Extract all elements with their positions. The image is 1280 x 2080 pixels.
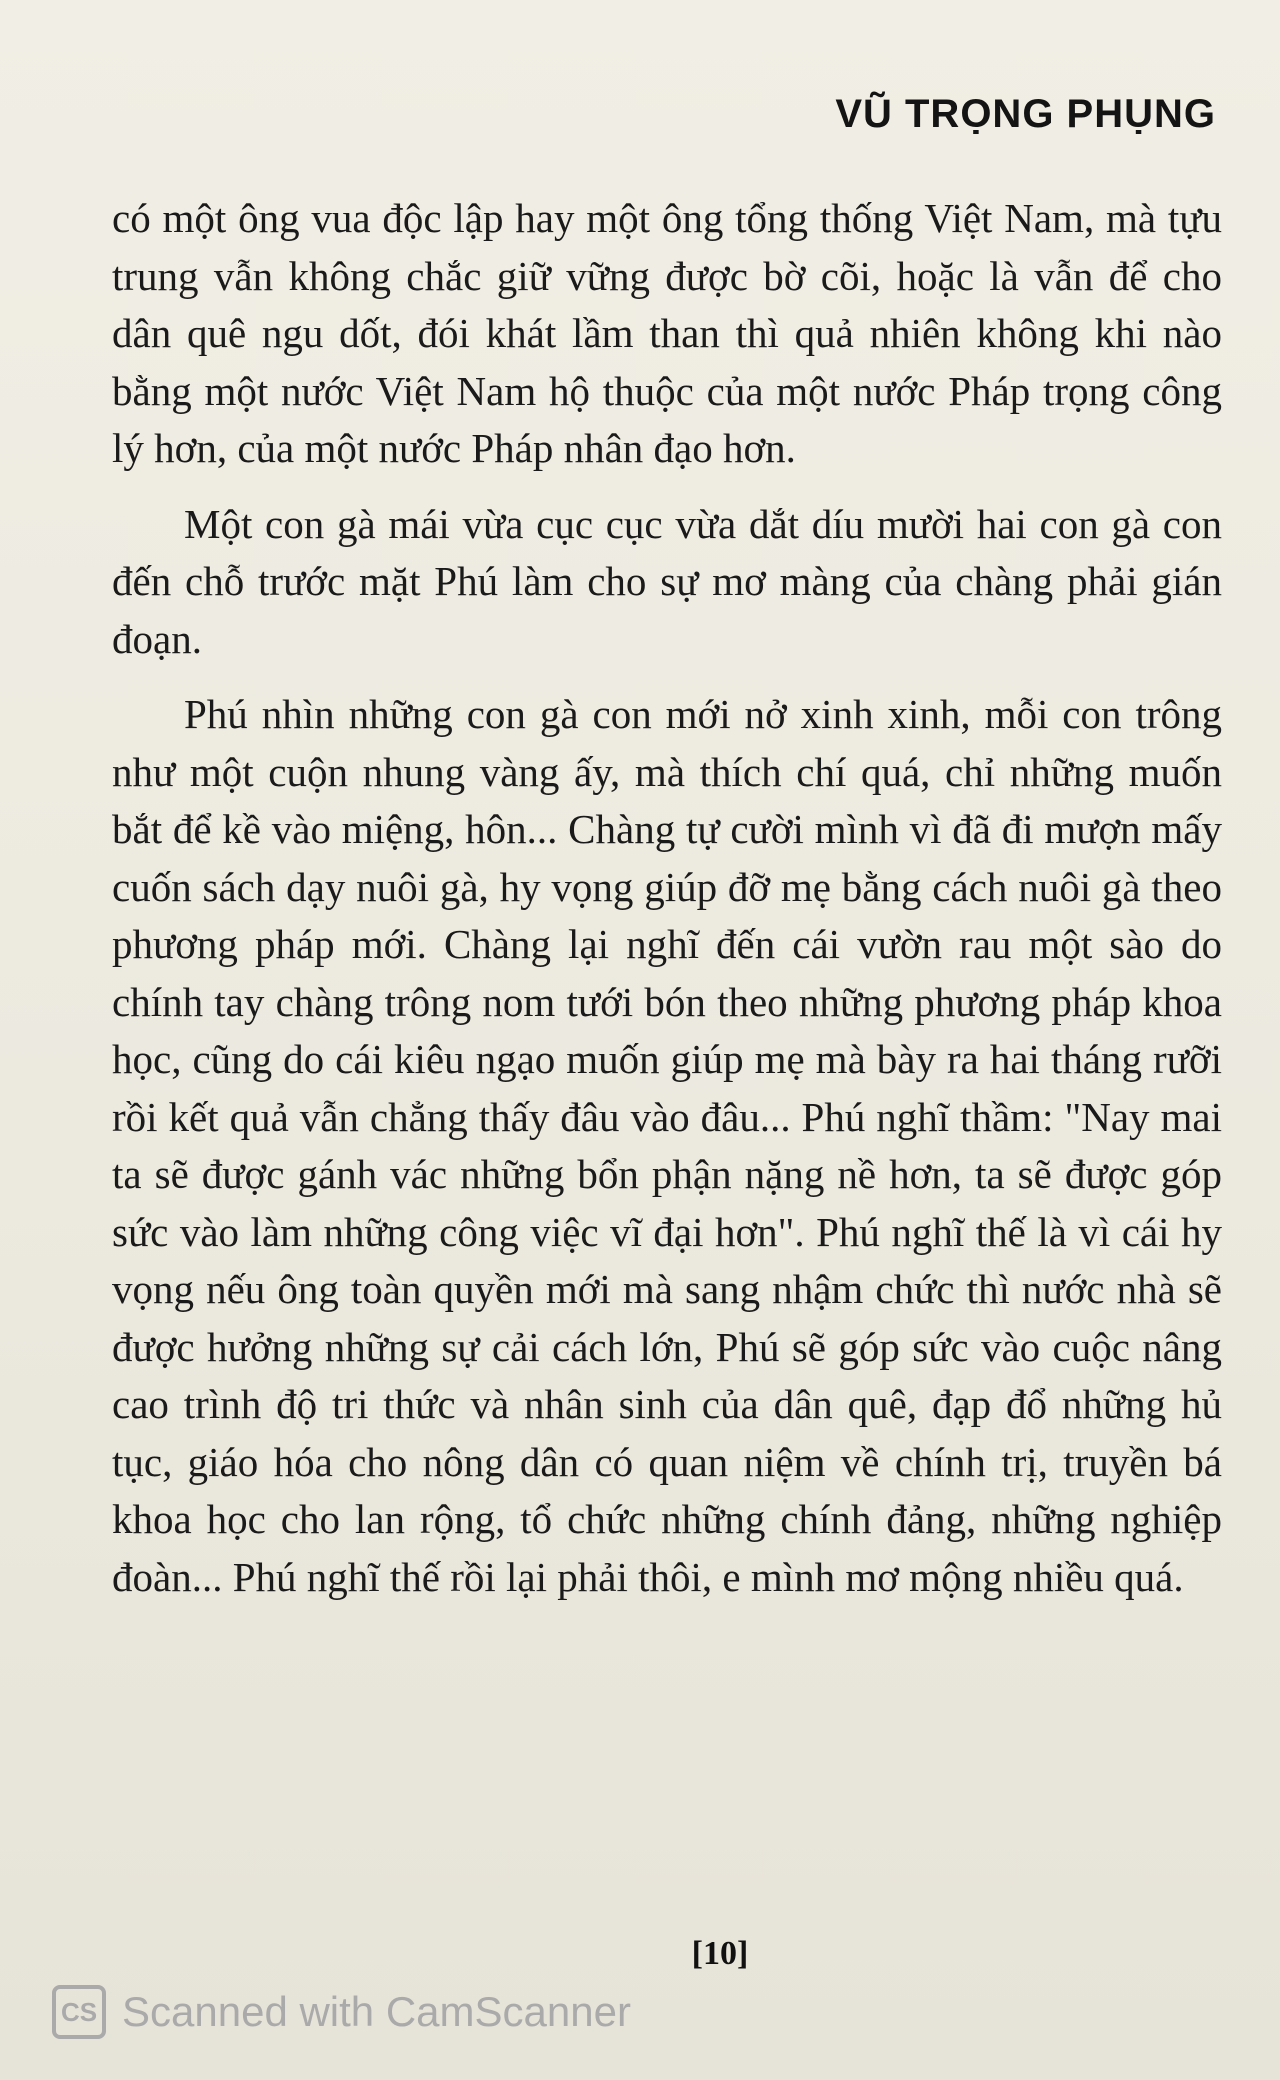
running-head-title: VŨ TRỌNG PHỤNG: [835, 92, 1216, 136]
paragraph-continuation: có một ông vua độc lập hay một ông tổng thống Việt Nam, mà tựu trung vẫn không chắc giữ vững được bờ cõi, hoặc là vẫn để cho dân quê ngu dốt, đói khát lầm than thì quả nhiên không khi nào bằng một nước Việt Nam hộ thuộc của một nước Pháp trọng công lý hơn, của một nước Pháp nhân đạo hơn.: [112, 195, 1222, 471]
body-text: [112, 190, 1222, 1606]
watermark-text: Scanned with CamScanner: [122, 1988, 631, 2035]
paragraph-phu-thoughts: Phú nhìn những con gà con mới nở xinh xinh, mỗi con trông như một cuộn nhung vàng ấy, mà thích chí quá, chỉ những muốn bắt để kề vào miệng, hôn... Chàng tự cười mình vì đã đi mượn mấy cuốn sách dạy nuôi gà, hy vọng giúp đỡ mẹ bằng cách nuôi gà theo phương pháp mới. Chàng lại nghĩ đến cái vườn rau một sào do chính tay chàng trông nom tưới bón theo những phương pháp khoa học, cũng do cái kiêu ngạo muốn giúp mẹ mà bày ra hai tháng rưỡi rồi kết quả vẫn chẳng thấy đâu vào đâu... Phú nghĩ thầm: "Nay mai ta sẽ được gánh vác những bổn phận nặng nề hơn, ta sẽ được góp sức vào làm những công việc vĩ đại hơn". Phú nghĩ thế là vì cái hy vọng nếu ông toàn quyền mới mà sang nhậm chức thì nước nhà sẽ được hưởng những sự cải cách lớn, Phú sẽ góp sức vào cuộc nâng cao trình độ tri thức và nhân sinh của dân quê, đạp đổ những hủ tục, giáo hóa cho nông dân có quan niệm về chính trị, truyền bá khoa học cho lan rộng, tổ chức những chính đảng, những nghiệp đoàn... Phú nghĩ thế rồi lại phải thôi, e mình mơ mộng nhiều quá.: [112, 691, 1222, 1600]
camscanner-logo-icon: CS: [52, 1985, 106, 2039]
paragraph-hen: Một con gà mái vừa cục cục vừa dắt díu mười hai con gà con đến chỗ trước mặt Phú làm cho sự mơ màng của chàng phải gián đoạn.: [112, 500, 1222, 662]
camscanner-watermark: [52, 1982, 631, 2042]
page-number: [10]: [691, 1935, 749, 1972]
